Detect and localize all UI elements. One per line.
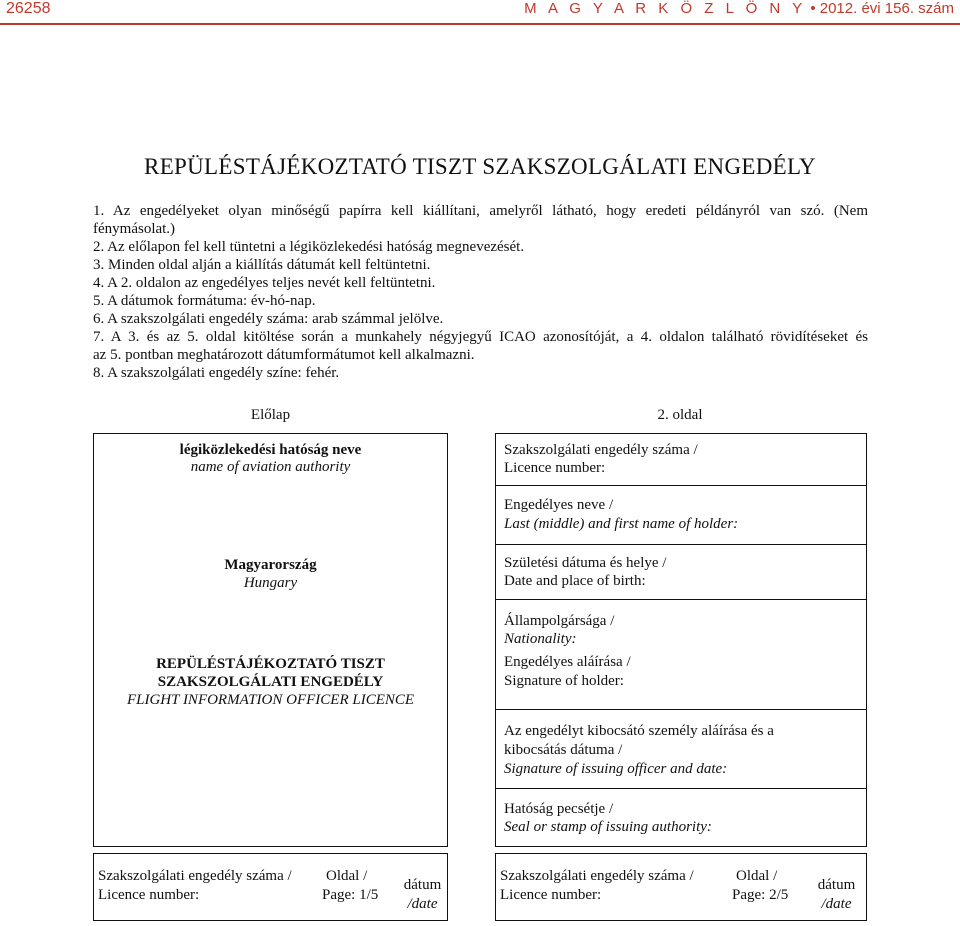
footer-date (814, 876, 859, 914)
divider (496, 485, 866, 486)
licence-number-label-en: Licence number: (504, 460, 606, 476)
footer-left-box (93, 853, 448, 921)
divider (496, 599, 866, 600)
footer-licence-label-en: Licence number: (500, 887, 602, 903)
footer-page-number (322, 867, 382, 905)
stamp-label-hu: Hatóság pecsétje / (504, 801, 614, 817)
birth-label-en: Date and place of birth: (504, 573, 646, 589)
journal-name: M A G Y A R K Ö Z L Ö N Y (524, 0, 807, 17)
running-header (0, 0, 960, 26)
footer-page-label-en: Page: 1/5 (322, 887, 379, 903)
divider (496, 544, 866, 545)
header-rule (0, 23, 960, 25)
issuer-label-hu-2: kibocsátás dátuma / (504, 742, 623, 758)
signature-label-en: Signature of holder: (504, 673, 624, 689)
authority-name-hu: légiközlekedési hatóság neve (179, 442, 362, 458)
footer-page-number (732, 867, 792, 905)
journal-title (524, 0, 954, 17)
stamp-label-en: Seal or stamp of issuing authority: (504, 819, 712, 835)
instruction-line: 6. A szakszolgálati engedély száma: arab számmal jelölve. (93, 311, 444, 327)
signature-label-hu: Engedélyes aláírása / (504, 654, 631, 670)
divider (496, 788, 866, 789)
nationality-label-en: Nationality: (504, 631, 577, 647)
instructions-list (93, 202, 868, 382)
page-number: 26258 (6, 0, 51, 17)
footer-date-label-hu: dátum (403, 877, 442, 893)
instruction-line: az 5. pontban meghatározott dátumformátumot kell alkalmazni. (93, 347, 475, 363)
instruction-line: fénymásolat.) (93, 221, 176, 237)
country-en: Hungary (243, 575, 298, 591)
instruction-line: 7. A 3. és az 5. oldal kitöltése során a munkahely négyjegyű ICAO azonosítóját, a 4. oldalon található rövidítéseket és (93, 329, 868, 345)
back-page-box (495, 433, 867, 847)
footer-date (400, 876, 445, 914)
instruction-line: 1. Az engedélyeket olyan minőségű papírra kell kiállítani, amelyről látható, hogy eredeti példányról van szó. (Nem (93, 203, 868, 219)
holder-name-label-hu: Engedélyes neve / (504, 497, 614, 513)
instruction-line: 2. Az előlapon fel kell tüntetni a légiközlekedési hatóság megnevezését. (93, 239, 525, 255)
footer-date-label-en: /date (407, 896, 438, 912)
footer-page-label-hu: Oldal / (736, 868, 778, 884)
licence-title-en: FLIGHT INFORMATION OFFICER LICENCE (126, 692, 415, 708)
issuer-label-hu-1: Az engedélyt kibocsátó személy aláírása és a (504, 723, 774, 739)
footer-licence-label-en: Licence number: (98, 887, 200, 903)
instruction-line: 4. A 2. oldalon az engedélyes teljes nevét kell feltüntetni. (93, 275, 436, 291)
instruction-line: 5. A dátumok formátuma: év-hó-nap. (93, 293, 316, 309)
holder-name-label-en: Last (middle) and first name of holder: (504, 516, 739, 532)
document-title: REPÜLÉSTÁJÉKOZTATÓ TISZT SZAKSZOLGÁLATI ENGEDÉLY (144, 154, 816, 179)
birth-label-hu: Születési dátuma és helye / (504, 555, 667, 571)
front-cover-box (93, 433, 448, 847)
footer-licence-label-hu: Szakszolgálati engedély száma / (98, 868, 292, 884)
footer-page-label-en: Page: 2/5 (732, 887, 789, 903)
licence-number-label-hu: Szakszolgálati engedély száma / (504, 442, 698, 458)
instruction-line: 8. A szakszolgálati engedély színe: fehér. (93, 365, 340, 381)
journal-issue: • 2012. évi 156. szám (810, 0, 954, 17)
issuer-label-en: Signature of issuing officer and date: (504, 761, 728, 777)
footer-page-label-hu: Oldal / (326, 868, 368, 884)
front-page-label: Előlap (250, 407, 291, 423)
footer-licence-number (500, 867, 715, 905)
divider (496, 709, 866, 710)
country-hu: Magyarország (224, 557, 317, 573)
footer-licence-label-hu: Szakszolgálati engedély száma / (500, 868, 694, 884)
nationality-label-hu: Állampolgársága / (504, 613, 615, 629)
licence-title-hu-2: SZAKSZOLGÁLATI ENGEDÉLY (157, 674, 384, 690)
back-page-label: 2. oldal (657, 407, 703, 423)
footer-date-label-hu: dátum (817, 877, 856, 893)
authority-name-en: name of aviation authority (190, 459, 351, 475)
footer-right-box (495, 853, 867, 921)
footer-date-label-en: /date (821, 896, 852, 912)
licence-title-hu-1: REPÜLÉSTÁJÉKOZTATÓ TISZT (156, 656, 385, 672)
footer-licence-number (98, 867, 313, 905)
instruction-line: 3. Minden oldal alján a kiállítás dátumát kell feltüntetni. (93, 257, 431, 273)
